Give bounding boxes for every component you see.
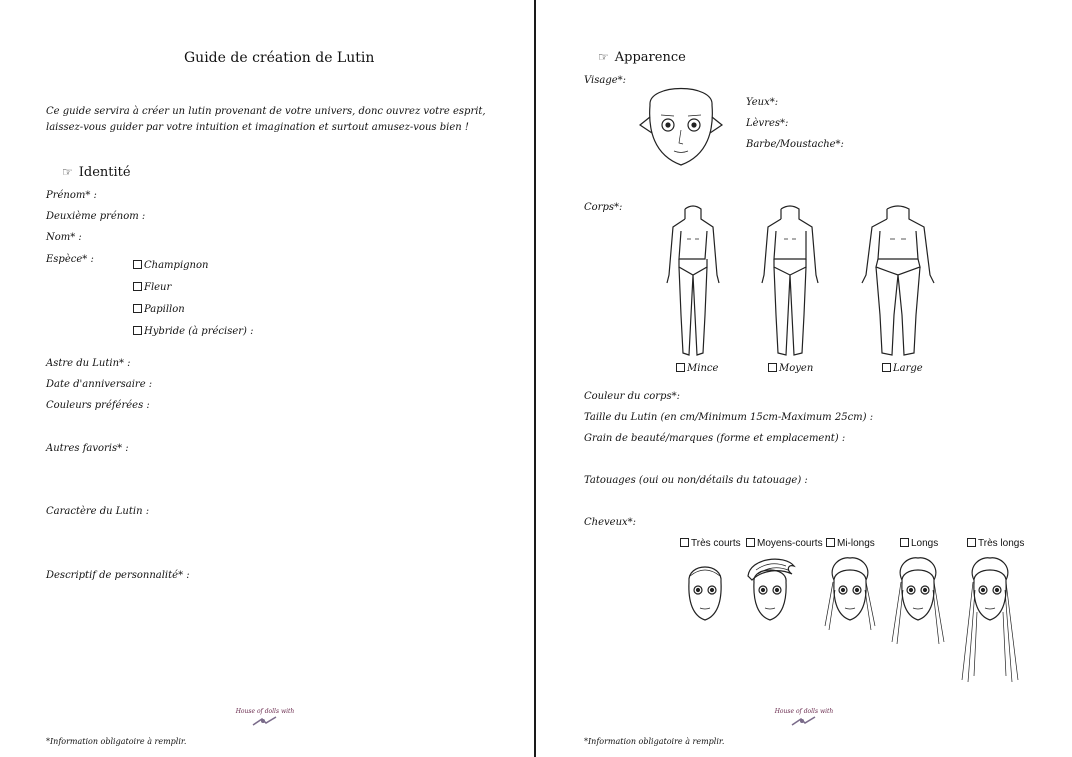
body-option-large[interactable]: Large [882, 363, 923, 374]
hair-option-tres-courts[interactable]: Très courts [680, 538, 741, 549]
field-couleur-corps[interactable]: Couleur du corps*: [584, 391, 680, 402]
page-title: Guide de création de Lutin [184, 50, 375, 66]
body-thin-illustration [661, 205, 725, 360]
hair-option-longs[interactable]: Longs [900, 538, 938, 549]
hair-option-tres-longs[interactable]: Très longs [967, 538, 1024, 549]
field-espece: Espèce* : [46, 254, 94, 265]
species-option-papillon[interactable]: Papillon [133, 304, 185, 315]
checkbox-icon[interactable] [900, 538, 909, 547]
checkbox-icon[interactable] [967, 538, 976, 547]
checkbox-icon[interactable] [680, 538, 689, 547]
body-large-illustration [858, 205, 938, 360]
field-barbe[interactable]: Barbe/Moustache*: [746, 139, 844, 150]
field-levres[interactable]: Lèvres*: [746, 118, 789, 129]
body-option-moyen[interactable]: Moyen [768, 363, 813, 374]
brand-logo: House of dolls with [764, 708, 844, 729]
field-prenom[interactable]: Prénom* : [46, 190, 97, 201]
corps-label: Corps*: [584, 202, 623, 213]
pointing-hand-icon: ☞ [62, 165, 73, 179]
checkbox-icon[interactable] [746, 538, 755, 547]
body-medium-illustration [758, 205, 822, 360]
hair-option-mi-longs[interactable]: Mi-longs [826, 538, 875, 549]
field-caractere[interactable]: Caractère du Lutin : [46, 506, 150, 517]
checkbox-icon[interactable] [133, 326, 142, 335]
logo-icon [250, 715, 280, 727]
field-anniversaire[interactable]: Date d'anniversaire : [46, 379, 153, 390]
face-illustration [636, 75, 726, 175]
left-page [0, 0, 534, 757]
field-deuxieme-prenom[interactable]: Deuxième prénom : [46, 211, 146, 222]
field-tatouages[interactable]: Tatouages (oui ou non/détails du tatouage) : [584, 475, 808, 486]
body-option-mince[interactable]: Mince [676, 363, 718, 374]
footnote: *Information obligatoire à remplir. [46, 737, 187, 746]
checkbox-icon[interactable] [133, 260, 142, 269]
field-favoris[interactable]: Autres favoris* : [46, 443, 129, 454]
right-page [536, 0, 1072, 757]
footnote: *Information obligatoire à remplir. [584, 737, 725, 746]
checkbox-icon[interactable] [826, 538, 835, 547]
hair-option-moyens-courts[interactable]: Moyens-courts [746, 538, 823, 549]
field-nom[interactable]: Nom* : [46, 232, 82, 243]
field-yeux[interactable]: Yeux*: [746, 97, 779, 108]
identity-heading: ☞ Identité [62, 165, 131, 180]
hair-very-long-illustration [958, 556, 1022, 684]
field-descriptif[interactable]: Descriptif de personnalité* : [46, 570, 190, 581]
logo-icon [789, 715, 819, 727]
brand-logo: House of dolls with [225, 708, 305, 729]
field-taille[interactable]: Taille du Lutin (en cm/Minimum 15cm-Maximum 25cm) : [584, 412, 874, 423]
checkbox-icon[interactable] [676, 363, 685, 372]
hair-very-short-illustration [681, 558, 729, 624]
pointing-hand-icon: ☞ [598, 50, 609, 64]
field-astre[interactable]: Astre du Lutin* : [46, 358, 131, 369]
checkbox-icon[interactable] [882, 363, 891, 372]
checkbox-icon[interactable] [133, 304, 142, 313]
checkbox-icon[interactable] [133, 282, 142, 291]
visage-label: Visage*: [584, 75, 627, 86]
appearance-heading: ☞ Apparence [598, 50, 686, 65]
field-couleurs[interactable]: Couleurs préférées : [46, 400, 150, 411]
hair-mid-long-illustration [821, 556, 879, 634]
checkbox-icon[interactable] [768, 363, 777, 372]
cheveux-label: Cheveux*: [584, 517, 637, 528]
species-option-champignon[interactable]: Champignon [133, 260, 208, 271]
hair-long-illustration [888, 556, 948, 646]
hair-medium-short-illustration [744, 556, 796, 624]
species-option-fleur[interactable]: Fleur [133, 282, 171, 293]
field-grain[interactable]: Grain de beauté/marques (forme et emplacement) : [584, 433, 846, 444]
species-option-hybride[interactable]: Hybride (à préciser) : [133, 326, 253, 337]
intro-text: Ce guide servira à créer un lutin provenant de votre univers, donc ouvrez votre esprit, laissez-vous guider par votre intuition et imagination et surtout amusez-vous bien ! [46, 106, 486, 133]
